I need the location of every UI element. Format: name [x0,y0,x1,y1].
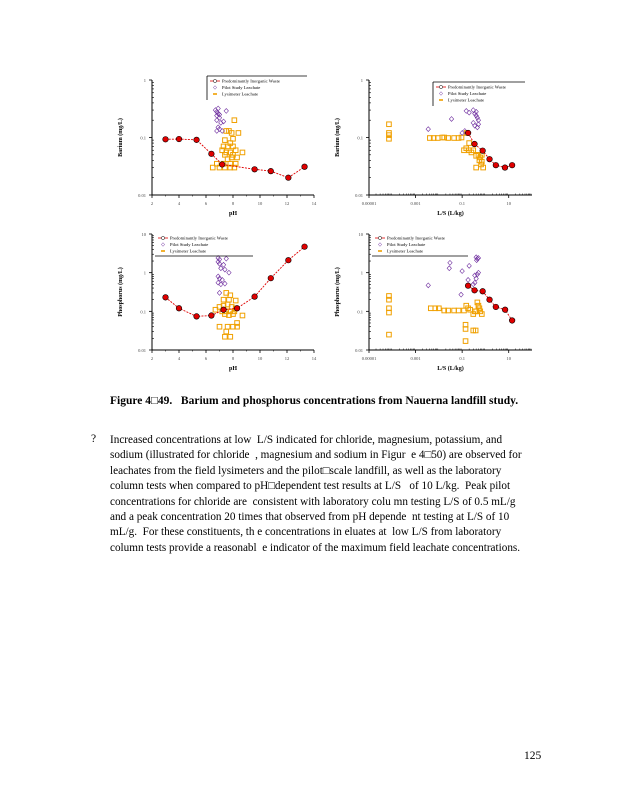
paragraph-line: and a peak concentration 20 times that observed from pH depende nt testing at L/S of 10 [110,511,510,524]
x-tick-label: 12 [284,356,290,361]
legend-label: Predominantly Inorganic Waste [222,78,280,84]
x-axis-label: L/S (L/kg) [437,211,464,217]
legend-label: Pilot Study Leachate [222,85,261,91]
data-point-waste [493,162,499,168]
data-point-lysimeter [452,136,457,141]
x-tick-label: 0.001 [410,201,421,206]
legend [155,236,253,256]
legend-label: Lysimeter Leachate [448,97,485,103]
data-point-lysimeter [232,118,237,123]
data-point-pilot [426,283,430,288]
data-point-waste [465,283,471,289]
legend-swatch-square [439,99,443,101]
x-tick-label: 2 [150,201,154,206]
data-point-waste [502,165,508,171]
data-point-lysimeter [467,141,472,146]
legend-swatch-diamond [439,92,442,96]
chart-3 [117,232,317,372]
x-axis-label: pH [228,211,238,217]
data-point-waste [194,314,200,320]
data-point-waste [487,297,493,303]
data-point-lysimeter [456,308,461,313]
data-point-waste [465,130,471,136]
data-point-pilot [224,256,228,261]
legend-swatch-square [161,250,165,252]
data-point-lysimeter [240,313,245,318]
figure-caption: Figure 4□49. Barium and phosphorus concentrations from Nauerna landfill study. [110,395,519,407]
x-tick-label: 0.00001 [361,356,377,361]
data-point-pilot [471,108,475,113]
data-point-pilot [219,266,223,271]
x-tick-label: 12 [284,201,290,206]
data-point-pilot [224,109,228,114]
data-point-lysimeter [387,332,392,337]
data-point-pilot [448,260,452,265]
y-tick-label: 0.01 [355,348,363,353]
paragraph-line: sodium (illustrated for chloride , magnesium and sodium in Figur e 4□50) are observed for [110,449,522,462]
legend-label: Pilot Study Leachate [387,242,426,248]
x-tick-label: 10 [506,356,511,361]
x-tick-label: 0.00001 [361,201,377,206]
series-waste [465,283,515,323]
series-lysimeter [387,294,484,344]
x-tick-label: 2 [150,356,154,361]
data-point-lysimeter [463,339,468,344]
y-tick-label: 10 [141,232,146,237]
paragraph-line: concentrations for chloride are consistent with laboratory colu mn testing L/S of 0.5 mL/g [110,495,516,508]
data-point-waste [493,304,499,310]
legend-label: Predominantly Inorganic Waste [170,235,228,241]
data-point-waste [176,305,182,311]
data-point-waste [286,257,292,263]
data-point-lysimeter [236,131,241,136]
x-axis-label: L/S (L/kg) [437,366,464,372]
legend-swatch-diamond [378,243,381,247]
data-point-pilot [447,266,451,271]
x-tick-label: 10 [257,201,263,206]
data-point-pilot [227,270,231,275]
x-axis-label: pH [228,366,238,372]
legend-swatch-diamond [161,243,164,247]
y-tick-label: 0.01 [138,348,146,353]
paragraph-line: column tests provide a reasonabl e indicator of the maximum field leachate concentrations. [110,541,521,554]
data-point-waste [509,162,515,168]
data-point-waste [194,137,200,143]
legend-label: Pilot Study Leachate [448,91,487,97]
body-paragraph [110,433,522,556]
data-point-waste [480,148,486,154]
x-tick-label: 14 [311,201,317,206]
data-point-lysimeter [428,306,433,311]
legend-label: Lysimeter Leachate [222,91,259,97]
x-tick-label: 6 [204,201,208,206]
y-tick-label: 0.1 [140,309,146,315]
y-tick-label: 10 [358,232,363,237]
data-point-waste [286,175,292,181]
legend-swatch-square [213,93,217,95]
x-tick-label: 8 [231,356,235,361]
paragraph-line: leachates from the field lysimeters and the pilot□scale landfill, as well as the laboratory [110,464,502,477]
data-point-pilot [426,127,430,132]
legend-swatch-circle [378,236,381,239]
data-point-waste [302,244,308,250]
x-tick-label: 0.001 [410,356,421,361]
legend-swatch-diamond [213,86,216,90]
legend-swatch-square [378,250,382,252]
page-number: 125 [524,750,542,762]
legend-label: Lysimeter Leachate [387,248,424,254]
y-axis-label: Barium (mg/L) [118,118,124,157]
data-point-pilot [217,290,221,295]
x-tick-label: 6 [204,356,208,361]
data-point-waste [221,307,227,313]
x-tick-label: 14 [311,356,317,361]
data-point-lysimeter [387,122,392,127]
x-tick-label: 0.1 [459,356,465,361]
data-point-waste [163,295,169,301]
x-tick-label: 4 [177,356,181,361]
data-point-lysimeter [225,324,230,329]
legend [372,236,468,256]
data-point-waste [209,151,215,157]
data-point-pilot [217,127,221,132]
data-point-waste [176,136,182,142]
paragraph-line: mL/g. For these constituents, th e concentrations in eluates at low L/S from laboratory [110,526,502,539]
data-point-pilot [466,278,470,283]
data-point-pilot [449,117,453,122]
data-point-waste [268,275,274,281]
data-point-pilot [471,282,475,287]
data-point-waste [163,137,169,143]
data-point-lysimeter [217,324,222,329]
y-tick-label: 0.01 [138,193,146,198]
data-point-waste [234,305,240,311]
y-axis-label: Phosphorus (mg/L) [118,267,124,317]
chart-4 [334,232,532,372]
data-point-lysimeter [474,165,479,170]
data-point-waste [502,307,508,313]
data-point-pilot [216,106,220,111]
series-lysimeter [387,122,486,170]
data-point-lysimeter [452,308,457,313]
y-tick-label: 1 [143,78,146,83]
data-point-lysimeter [240,150,245,155]
data-point-pilot [467,110,471,115]
y-tick-label: 0.1 [357,135,363,141]
y-tick-label: 1 [360,270,363,276]
data-point-waste [252,294,258,300]
x-tick-label: 4 [177,201,181,206]
legend-label: Lysimeter Leachate [170,248,207,254]
data-point-pilot [464,109,468,114]
y-tick-label: 1 [143,270,146,276]
data-point-lysimeter [223,138,228,143]
paragraph-line: column tests when compared to pH□dependent test results at L/S of 10 L/kg. Peak pilot [110,480,511,493]
y-axis-label: Barium (mg/L) [335,118,341,157]
legend-label: Predominantly Inorganic Waste [448,84,506,90]
legend-swatch-circle [213,79,216,82]
y-tick-label: 1 [360,78,363,83]
data-point-waste [302,164,308,170]
data-point-lysimeter [221,297,226,302]
legend-swatch-circle [439,85,442,88]
data-point-pilot [459,292,463,297]
data-point-waste [509,318,515,324]
data-point-pilot [471,120,475,125]
data-point-pilot [460,269,464,274]
data-point-pilot [221,262,225,267]
legend-label: Predominantly Inorganic Waste [387,235,445,241]
data-point-waste [219,162,225,168]
series-line [468,133,512,168]
series-lysimeter [213,291,245,339]
y-tick-label: 0.1 [357,309,363,315]
data-point-waste [480,288,486,294]
data-point-waste [472,141,478,147]
data-point-pilot [219,282,223,287]
y-tick-label: 0.1 [140,135,146,141]
legend-label: Pilot Study Leachate [170,242,209,248]
x-tick-label: 10 [506,201,511,206]
data-point-pilot [223,267,227,272]
x-tick-label: 8 [231,201,235,206]
series-pilot [426,108,481,136]
chart-1 [117,76,317,217]
data-point-waste [487,156,493,162]
data-point-lysimeter [224,329,229,334]
x-tick-label: 0.1 [459,201,465,206]
series-pilot [216,256,231,296]
data-point-pilot [213,108,217,113]
chart-2 [334,78,532,217]
data-point-waste [472,287,478,293]
legend [433,82,525,106]
data-point-lysimeter [228,334,233,339]
paragraph-line: Increased concentrations at low L/S indicated for chloride, magnesium, potassium, and [110,434,503,446]
data-point-lysimeter [223,334,228,339]
y-axis-label: Phosphorus (mg/L) [335,267,341,317]
data-point-waste [209,313,215,319]
data-point-pilot [223,281,227,286]
data-point-pilot [460,131,464,136]
data-point-waste [268,168,274,174]
bullet-marker: ? [91,433,97,445]
data-point-lysimeter [233,298,238,303]
series-waste [163,244,308,319]
data-point-waste [252,166,258,172]
series-lysimeter [210,118,244,170]
legend [207,76,307,100]
x-tick-label: 10 [257,356,263,361]
legend-swatch-circle [161,236,164,239]
y-tick-label: 0.01 [355,193,363,198]
data-point-pilot [467,263,471,268]
